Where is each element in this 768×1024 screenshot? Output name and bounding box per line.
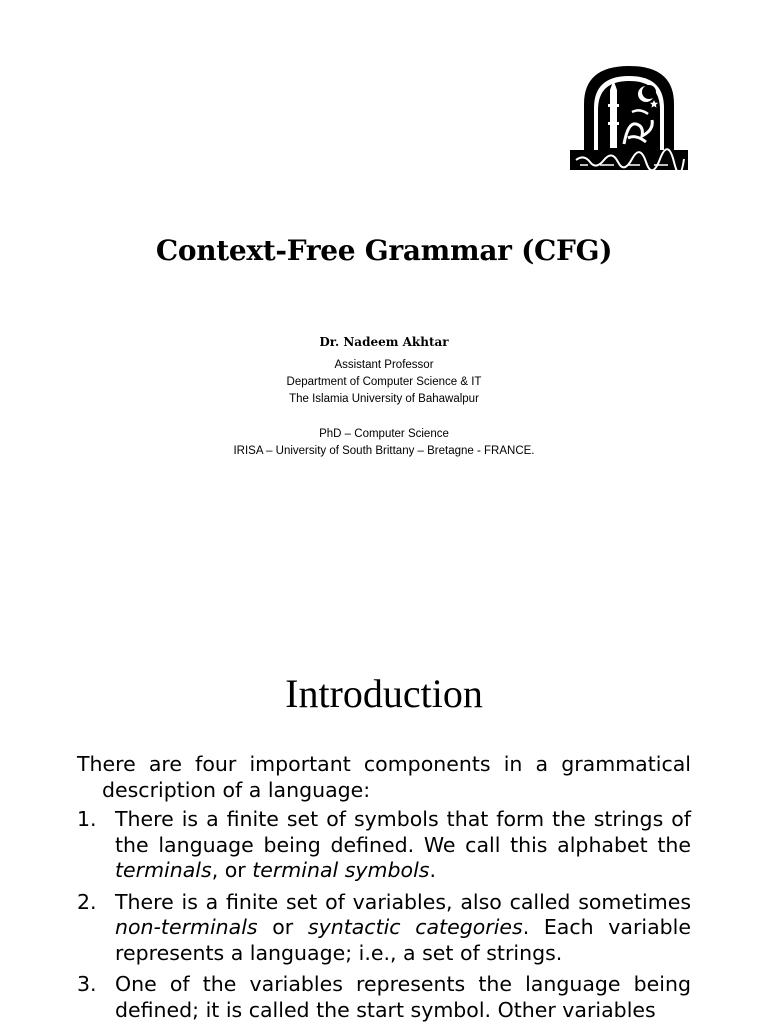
list-number: 1. [77,807,97,831]
author-position: Assistant Professor [334,359,434,371]
list-item [77,807,691,884]
list-number: 3. [77,972,97,996]
author-department: Department of Computer Science & IT [286,376,482,388]
section-title: Introduction [285,671,483,716]
emphasis-terminal-symbols: terminal symbols [252,858,430,882]
list-number: 2. [77,889,97,914]
author-university: The Islamia University of Bahawalpur [289,393,479,405]
list-item [77,972,691,1023]
emphasis-non-terminals: non-terminals [115,915,258,939]
author-info [0,334,768,460]
list-item [77,890,691,967]
intro-paragraph: There are four important components in a grammatical description of a language: [77,752,691,802]
introduction-slide [0,560,768,1024]
author-phd-institution: IRISA – University of South Brittany – Bretagne - FRANCE. [233,445,535,457]
presentation-title: Context-Free Grammar (CFG) [155,234,613,267]
islamia-university-logo [570,64,688,172]
emphasis-syntactic-categories: syntactic categories [307,915,523,939]
emphasis-terminals: terminals [115,858,212,882]
list-text: One of the variables represents the language being defined; it is called the start symbol. Other variables [115,972,691,1022]
author-name: Dr. Nadeem Akhtar [319,335,449,349]
author-degree: PhD – Computer Science [319,428,449,440]
list-text: There is a finite set of variables, also called sometimes non-terminals or syntactic categories. Each variable represents a language; i.e., a set of strings. [115,889,691,965]
slide-body [77,752,691,1024]
list-text: There is a finite set of symbols that form the strings of the language being defined. We call this alphabet the terminals, or terminal symbols. [115,807,691,882]
